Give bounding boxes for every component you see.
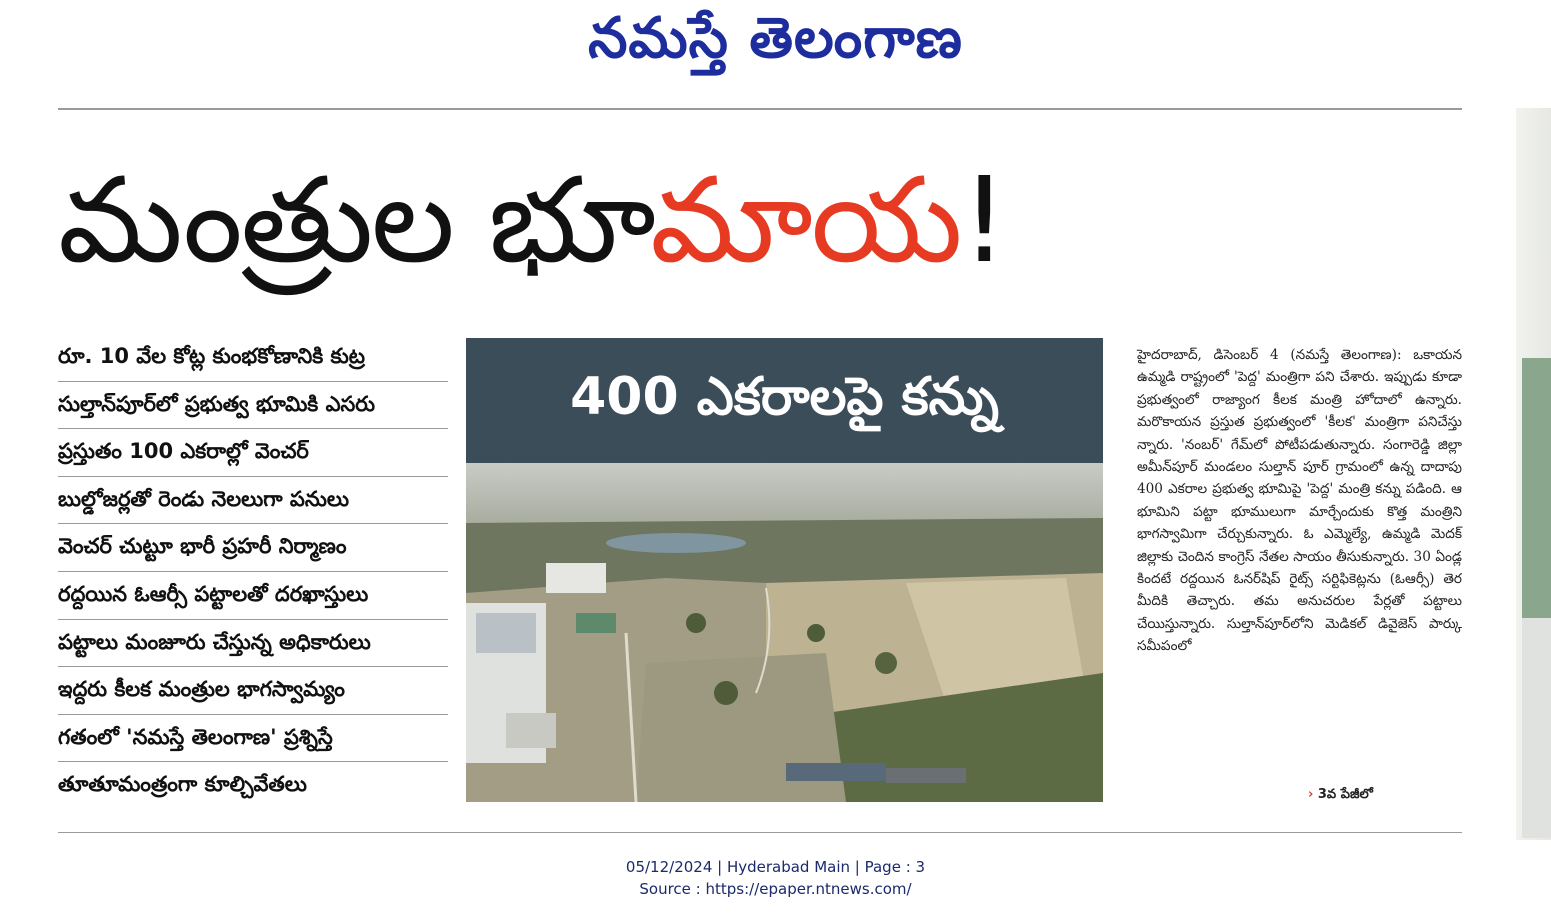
highlight-item: తూతూమంత్రంగా కూల్చివేతలు xyxy=(58,772,307,797)
bottom-divider xyxy=(58,832,1462,833)
top-divider xyxy=(58,108,1462,110)
ad-grey-block xyxy=(1522,618,1551,838)
headline-black-part: మంత్రుల భూ xyxy=(58,151,651,289)
headline-red-part: మాయ xyxy=(650,151,961,289)
headline-punct: ! xyxy=(960,151,1006,289)
headline xyxy=(58,118,1478,323)
highlight-item: వెంచర్ చుట్టూ భారీ ప్రహరీ నిర్మాణం xyxy=(58,524,448,572)
footer-source-link[interactable]: Source : https://epaper.ntnews.com/ xyxy=(639,880,912,898)
highlight-item: సుల్తాన్‌పూర్‌లో ప్రభుత్వ భూమికి ఎసరు xyxy=(58,382,448,430)
continue-reference xyxy=(1308,787,1373,805)
photo-panel xyxy=(466,338,1103,802)
article-body: హైదరాబాద్, డిసెంబర్ 4 (నమస్తే తెలంగాణ): ఒకాయన ఉమ్మడి రాష్ట్రంలో 'పెద్ద' మంత్రిగా పని చేశారు. ఇప్పుడు కూడా ప్రభుత్వంలో రాజ్యాంగ కీలక మంత్రి హోదాలో ఉన్నారు. మరొకాయన ప్రస్తుత ప్రభుత్వంలో 'కీలక' మంత్రిగా పనిచేస్తు న్నారు. 'నంబర్' గేమ్‌లో పోటీపడుతున్నారు. సంగారెడ్డి జిల్లా అమీన్‌పూర్ మండలం సుల్తాన్ పూర్ గ్రామంలో ఉన్న దాదాపు 400 ఎకరాల ప్రభుత్వ భూమిపై 'పెద్ద' మంత్రి కన్ను పడింది. ఆ భూమిని పట్టా భూములుగా మార్చేందుకు కొత్త మంత్రిని భాగస్వామిగా చేర్చుకున్నారు. ఓ ఎమ్మెల్యే, ఉమ్మడి మెదక్ జిల్లాకు చెందిన కాంగ్రెస్ నేతల సాయం తీసుకున్నారు. 30 ఏండ్ల కిందటే రద్దయిన ఓనర్‌షిప్ రైట్స్ సర్టిఫికెట్లను (ఓఆర్సీ) తెర మీదికి తెచ్చారు. తమ అనుచరుల పేర్లతో పట్టాలు చేయిస్తున్నారు. సుల్తాన్‌పూర్‌లోని మెడికల్ డివైజెస్ పార్కు సమీపంలో xyxy=(1137,347,1462,655)
adjacent-ad-sliver xyxy=(1516,108,1551,840)
continue-arrow-icon: › xyxy=(1308,787,1314,802)
highlight-item: బుల్డోజర్లతో రెండు నెలలుగా పనులు xyxy=(58,477,448,525)
highlight-item: ఇద్దరు కీలక మంత్రుల భాగస్వామ్యం xyxy=(58,667,448,715)
aerial-photo xyxy=(466,463,1103,802)
ad-green-block xyxy=(1522,358,1551,618)
masthead-logo: నమస్తే తెలంగాణ xyxy=(588,6,963,71)
highlight-item: పట్టాలు మంజూరు చేస్తున్న అధికారులు xyxy=(58,620,448,668)
highlights-list xyxy=(58,334,448,809)
footer-edition-info: 05/12/2024 | Hyderabad Main | Page : 3 xyxy=(625,858,926,876)
highlight-item: గతంలో 'నమస్తే తెలంగాణ' ప్రశ్నిస్తే xyxy=(58,715,448,763)
highlight-item: రద్దయిన ఓఆర్సీ పట్టాలతో దరఖాస్తులు xyxy=(58,572,448,620)
highlight-item: ప్రస్తుతం 100 ఎకరాల్లో వెంచర్ xyxy=(58,429,448,477)
photo-title: 400 ఎకరాలపై కన్ను xyxy=(466,338,1103,463)
highlight-item: రూ. 10 వేల కోట్ల కుంభకోణానికి కుట్ర xyxy=(58,334,448,382)
continue-label: 3వ పేజీలో xyxy=(1317,787,1373,802)
